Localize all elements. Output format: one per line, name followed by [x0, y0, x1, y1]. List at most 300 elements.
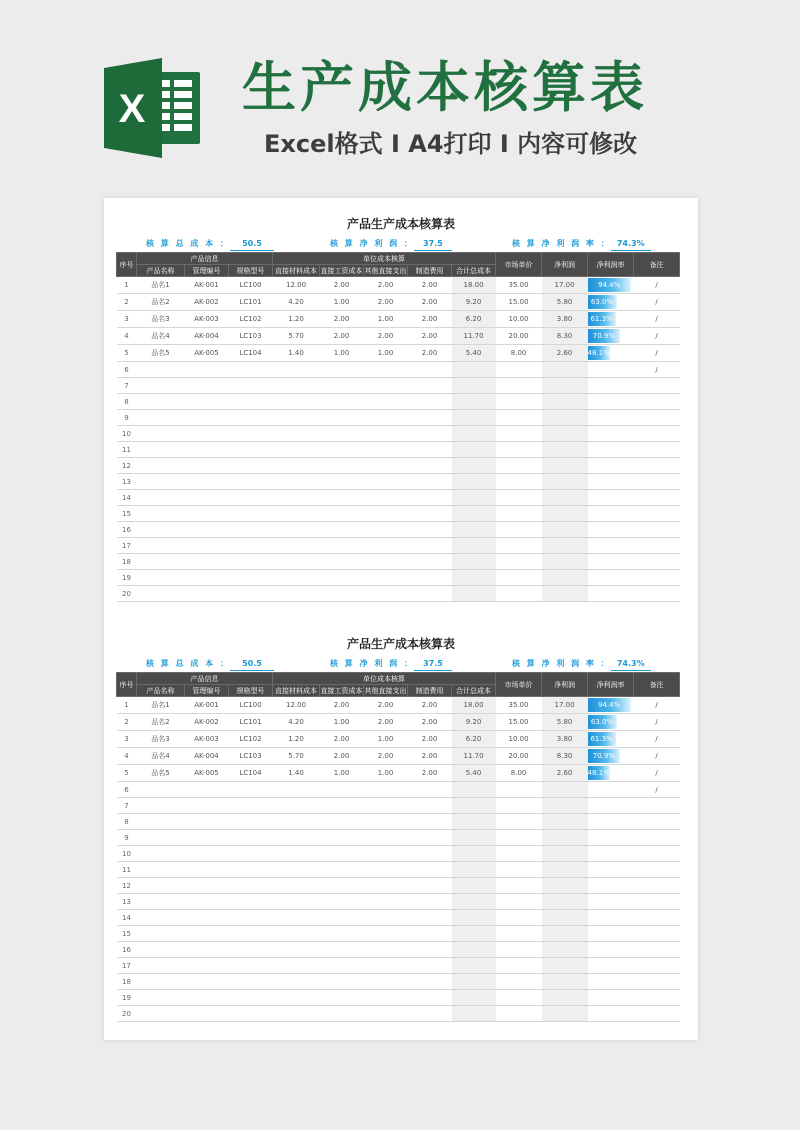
cell-profit[interactable]: 5.80	[542, 714, 588, 731]
cell-remark[interactable]	[634, 1006, 680, 1022]
cell-total[interactable]: 18.00	[452, 277, 496, 294]
cell-code[interactable]: AK-005	[185, 765, 229, 782]
cell-manufacture[interactable]	[408, 942, 452, 958]
cell-seq[interactable]: 17	[117, 538, 137, 554]
cell-margin[interactable]	[588, 426, 634, 442]
cell-total[interactable]	[452, 490, 496, 506]
cell-price[interactable]	[496, 862, 542, 878]
cell-manufacture[interactable]: 2.00	[408, 765, 452, 782]
cell-profit[interactable]	[542, 570, 588, 586]
cell-code[interactable]	[185, 974, 229, 990]
cell-other[interactable]	[364, 490, 408, 506]
cell-wage[interactable]	[320, 846, 364, 862]
cell-spec[interactable]: LC102	[229, 311, 273, 328]
cell-wage[interactable]	[320, 554, 364, 570]
cell-wage[interactable]: 1.00	[320, 345, 364, 362]
cell-other[interactable]	[364, 506, 408, 522]
cell-manufacture[interactable]: 2.00	[408, 345, 452, 362]
cell-name[interactable]	[137, 830, 185, 846]
cell-name[interactable]	[137, 378, 185, 394]
cell-remark[interactable]	[634, 814, 680, 830]
cell-code[interactable]: AK-004	[185, 328, 229, 345]
cell-code[interactable]	[185, 1006, 229, 1022]
cell-price[interactable]	[496, 1006, 542, 1022]
cell-wage[interactable]	[320, 782, 364, 798]
cell-total[interactable]	[452, 894, 496, 910]
cell-wage[interactable]: 2.00	[320, 697, 364, 714]
cell-name[interactable]	[137, 394, 185, 410]
cell-material[interactable]: 5.70	[273, 748, 320, 765]
cell-price[interactable]: 35.00	[496, 277, 542, 294]
cell-profit[interactable]	[542, 894, 588, 910]
cell-other[interactable]	[364, 458, 408, 474]
cell-total[interactable]	[452, 458, 496, 474]
cell-remark[interactable]	[634, 410, 680, 426]
cell-price[interactable]: 8.00	[496, 345, 542, 362]
cell-manufacture[interactable]	[408, 910, 452, 926]
cell-other[interactable]	[364, 798, 408, 814]
cell-code[interactable]	[185, 830, 229, 846]
cell-margin[interactable]	[588, 394, 634, 410]
cell-name[interactable]	[137, 538, 185, 554]
cell-material[interactable]	[273, 782, 320, 798]
cell-total[interactable]	[452, 814, 496, 830]
cell-name[interactable]	[137, 814, 185, 830]
cell-name[interactable]	[137, 878, 185, 894]
cell-other[interactable]	[364, 586, 408, 602]
cell-name[interactable]	[137, 1006, 185, 1022]
cell-seq[interactable]: 9	[117, 410, 137, 426]
cell-total[interactable]	[452, 974, 496, 990]
cell-material[interactable]: 1.20	[273, 731, 320, 748]
cell-material[interactable]: 4.20	[273, 714, 320, 731]
cell-code[interactable]	[185, 814, 229, 830]
cell-code[interactable]	[185, 926, 229, 942]
cell-price[interactable]	[496, 846, 542, 862]
cell-wage[interactable]	[320, 490, 364, 506]
cell-spec[interactable]	[229, 846, 273, 862]
cell-wage[interactable]	[320, 830, 364, 846]
cell-manufacture[interactable]	[408, 990, 452, 1006]
cell-price[interactable]	[496, 814, 542, 830]
cell-margin[interactable]	[588, 878, 634, 894]
cell-name[interactable]	[137, 410, 185, 426]
cell-seq[interactable]: 7	[117, 798, 137, 814]
cell-remark[interactable]: /	[634, 311, 680, 328]
cell-profit[interactable]: 3.80	[542, 311, 588, 328]
cell-seq[interactable]: 17	[117, 958, 137, 974]
cell-other[interactable]	[364, 830, 408, 846]
cell-code[interactable]	[185, 586, 229, 602]
cell-spec[interactable]	[229, 798, 273, 814]
cell-manufacture[interactable]: 2.00	[408, 328, 452, 345]
cell-manufacture[interactable]	[408, 878, 452, 894]
cell-manufacture[interactable]: 2.00	[408, 714, 452, 731]
cell-remark[interactable]	[634, 474, 680, 490]
cell-seq[interactable]: 3	[117, 731, 137, 748]
cell-wage[interactable]	[320, 474, 364, 490]
cell-seq[interactable]: 10	[117, 426, 137, 442]
cell-material[interactable]: 4.20	[273, 294, 320, 311]
cell-material[interactable]	[273, 394, 320, 410]
cell-other[interactable]	[364, 378, 408, 394]
cell-remark[interactable]: /	[634, 345, 680, 362]
cell-remark[interactable]: /	[634, 782, 680, 798]
cell-name[interactable]	[137, 442, 185, 458]
cell-total[interactable]	[452, 394, 496, 410]
cell-name[interactable]	[137, 586, 185, 602]
cell-total[interactable]	[452, 830, 496, 846]
cell-name[interactable]: 品名2	[137, 294, 185, 311]
cell-name[interactable]	[137, 490, 185, 506]
cell-profit[interactable]	[542, 378, 588, 394]
cell-other[interactable]: 1.00	[364, 345, 408, 362]
cell-manufacture[interactable]	[408, 974, 452, 990]
cell-margin[interactable]	[588, 522, 634, 538]
cell-seq[interactable]: 15	[117, 506, 137, 522]
cell-spec[interactable]	[229, 926, 273, 942]
cell-profit[interactable]	[542, 586, 588, 602]
cell-seq[interactable]: 8	[117, 814, 137, 830]
cell-spec[interactable]: LC100	[229, 697, 273, 714]
cell-other[interactable]	[364, 538, 408, 554]
cell-total[interactable]	[452, 474, 496, 490]
cell-other[interactable]: 1.00	[364, 765, 408, 782]
cell-price[interactable]: 35.00	[496, 697, 542, 714]
cell-code[interactable]: AK-001	[185, 277, 229, 294]
cell-spec[interactable]	[229, 522, 273, 538]
cell-other[interactable]: 2.00	[364, 277, 408, 294]
cell-wage[interactable]	[320, 378, 364, 394]
cell-code[interactable]	[185, 394, 229, 410]
cell-price[interactable]: 8.00	[496, 765, 542, 782]
cell-material[interactable]	[273, 958, 320, 974]
cell-spec[interactable]	[229, 894, 273, 910]
cell-total[interactable]	[452, 362, 496, 378]
cell-profit[interactable]	[542, 506, 588, 522]
cell-margin[interactable]	[588, 328, 634, 345]
cell-price[interactable]	[496, 926, 542, 942]
cell-other[interactable]: 2.00	[364, 328, 408, 345]
cell-remark[interactable]: /	[634, 294, 680, 311]
cell-name[interactable]	[137, 846, 185, 862]
cell-wage[interactable]	[320, 538, 364, 554]
cell-price[interactable]	[496, 942, 542, 958]
cell-margin[interactable]	[588, 362, 634, 378]
cell-profit[interactable]	[542, 394, 588, 410]
cell-seq[interactable]: 4	[117, 748, 137, 765]
cell-code[interactable]	[185, 990, 229, 1006]
cell-manufacture[interactable]: 2.00	[408, 311, 452, 328]
cell-wage[interactable]	[320, 586, 364, 602]
cell-remark[interactable]	[634, 894, 680, 910]
cell-manufacture[interactable]	[408, 894, 452, 910]
cell-code[interactable]	[185, 958, 229, 974]
cell-margin[interactable]	[588, 277, 634, 294]
cell-margin[interactable]	[588, 748, 634, 765]
cell-manufacture[interactable]	[408, 846, 452, 862]
cell-total[interactable]	[452, 538, 496, 554]
cell-seq[interactable]: 6	[117, 362, 137, 378]
cell-profit[interactable]	[542, 522, 588, 538]
cell-name[interactable]: 品名2	[137, 714, 185, 731]
cell-price[interactable]	[496, 378, 542, 394]
cell-name[interactable]	[137, 894, 185, 910]
cell-remark[interactable]: /	[634, 748, 680, 765]
cell-seq[interactable]: 13	[117, 474, 137, 490]
cell-price[interactable]	[496, 894, 542, 910]
cell-total[interactable]: 6.20	[452, 731, 496, 748]
cell-seq[interactable]: 11	[117, 862, 137, 878]
cell-seq[interactable]: 1	[117, 277, 137, 294]
cell-profit[interactable]	[542, 782, 588, 798]
cell-profit[interactable]	[542, 410, 588, 426]
cell-spec[interactable]	[229, 410, 273, 426]
cell-spec[interactable]	[229, 490, 273, 506]
cell-profit[interactable]	[542, 942, 588, 958]
cell-total[interactable]	[452, 378, 496, 394]
cell-name[interactable]	[137, 458, 185, 474]
cell-price[interactable]	[496, 410, 542, 426]
cell-manufacture[interactable]	[408, 426, 452, 442]
cell-price[interactable]	[496, 830, 542, 846]
cell-total[interactable]	[452, 990, 496, 1006]
cell-profit[interactable]: 8.30	[542, 748, 588, 765]
cell-profit[interactable]	[542, 1006, 588, 1022]
cell-wage[interactable]	[320, 442, 364, 458]
cell-name[interactable]: 品名5	[137, 345, 185, 362]
cell-material[interactable]	[273, 878, 320, 894]
cell-manufacture[interactable]	[408, 506, 452, 522]
cell-material[interactable]	[273, 846, 320, 862]
cell-remark[interactable]: /	[634, 731, 680, 748]
cell-material[interactable]: 1.40	[273, 765, 320, 782]
cell-material[interactable]: 1.40	[273, 345, 320, 362]
cell-seq[interactable]: 18	[117, 554, 137, 570]
cell-profit[interactable]: 2.60	[542, 765, 588, 782]
cell-other[interactable]	[364, 570, 408, 586]
cell-material[interactable]	[273, 410, 320, 426]
cell-code[interactable]	[185, 570, 229, 586]
cell-other[interactable]	[364, 394, 408, 410]
cell-spec[interactable]	[229, 1006, 273, 1022]
cell-margin[interactable]	[588, 586, 634, 602]
cell-seq[interactable]: 14	[117, 910, 137, 926]
cell-profit[interactable]	[542, 538, 588, 554]
cell-material[interactable]: 12.00	[273, 277, 320, 294]
cell-price[interactable]	[496, 586, 542, 602]
cell-name[interactable]	[137, 506, 185, 522]
cell-seq[interactable]: 2	[117, 714, 137, 731]
cell-total[interactable]: 11.70	[452, 748, 496, 765]
cell-margin[interactable]	[588, 474, 634, 490]
cell-margin[interactable]	[588, 458, 634, 474]
cell-seq[interactable]: 16	[117, 942, 137, 958]
cell-profit[interactable]	[542, 426, 588, 442]
cell-seq[interactable]: 9	[117, 830, 137, 846]
cell-profit[interactable]	[542, 926, 588, 942]
cell-total[interactable]: 9.20	[452, 714, 496, 731]
cell-seq[interactable]: 16	[117, 522, 137, 538]
cell-margin[interactable]	[588, 731, 634, 748]
cell-other[interactable]: 1.00	[364, 731, 408, 748]
cell-price[interactable]: 10.00	[496, 311, 542, 328]
cell-manufacture[interactable]	[408, 538, 452, 554]
cell-price[interactable]: 10.00	[496, 731, 542, 748]
cell-total[interactable]	[452, 570, 496, 586]
cell-margin[interactable]	[588, 697, 634, 714]
cell-other[interactable]	[364, 878, 408, 894]
cell-margin[interactable]	[588, 311, 634, 328]
cell-material[interactable]	[273, 830, 320, 846]
cell-other[interactable]	[364, 814, 408, 830]
cell-code[interactable]: AK-003	[185, 731, 229, 748]
cell-code[interactable]	[185, 782, 229, 798]
cell-other[interactable]	[364, 846, 408, 862]
cell-spec[interactable]	[229, 426, 273, 442]
cell-spec[interactable]	[229, 538, 273, 554]
cell-total[interactable]	[452, 782, 496, 798]
cell-material[interactable]: 5.70	[273, 328, 320, 345]
cell-remark[interactable]: /	[634, 697, 680, 714]
cell-price[interactable]	[496, 506, 542, 522]
cell-spec[interactable]	[229, 554, 273, 570]
cell-spec[interactable]	[229, 958, 273, 974]
cell-seq[interactable]: 11	[117, 442, 137, 458]
cell-code[interactable]	[185, 426, 229, 442]
cell-price[interactable]	[496, 522, 542, 538]
cell-profit[interactable]	[542, 862, 588, 878]
cell-margin[interactable]	[588, 926, 634, 942]
cell-remark[interactable]	[634, 586, 680, 602]
cell-margin[interactable]	[588, 378, 634, 394]
cell-other[interactable]: 2.00	[364, 294, 408, 311]
cell-wage[interactable]	[320, 942, 364, 958]
cell-price[interactable]	[496, 442, 542, 458]
cell-manufacture[interactable]	[408, 798, 452, 814]
cell-price[interactable]: 20.00	[496, 328, 542, 345]
cell-margin[interactable]	[588, 862, 634, 878]
cell-other[interactable]: 1.00	[364, 311, 408, 328]
cell-spec[interactable]	[229, 910, 273, 926]
cell-spec[interactable]	[229, 570, 273, 586]
cell-code[interactable]	[185, 490, 229, 506]
cell-margin[interactable]	[588, 506, 634, 522]
cell-code[interactable]: AK-001	[185, 697, 229, 714]
cell-margin[interactable]	[588, 894, 634, 910]
cell-total[interactable]: 6.20	[452, 311, 496, 328]
cell-material[interactable]	[273, 814, 320, 830]
cell-material[interactable]	[273, 538, 320, 554]
cell-profit[interactable]	[542, 362, 588, 378]
cell-other[interactable]	[364, 410, 408, 426]
cell-material[interactable]	[273, 926, 320, 942]
cell-other[interactable]	[364, 862, 408, 878]
cell-remark[interactable]	[634, 862, 680, 878]
cell-remark[interactable]	[634, 426, 680, 442]
cell-material[interactable]	[273, 974, 320, 990]
cell-remark[interactable]	[634, 974, 680, 990]
cell-wage[interactable]	[320, 1006, 364, 1022]
cell-profit[interactable]	[542, 878, 588, 894]
cell-profit[interactable]: 8.30	[542, 328, 588, 345]
cell-remark[interactable]	[634, 506, 680, 522]
cell-price[interactable]	[496, 958, 542, 974]
cell-spec[interactable]	[229, 506, 273, 522]
cell-wage[interactable]	[320, 862, 364, 878]
cell-price[interactable]	[496, 554, 542, 570]
cell-name[interactable]	[137, 958, 185, 974]
cell-material[interactable]	[273, 362, 320, 378]
cell-total[interactable]	[452, 506, 496, 522]
cell-code[interactable]	[185, 442, 229, 458]
cell-material[interactable]	[273, 586, 320, 602]
cell-margin[interactable]	[588, 442, 634, 458]
cell-wage[interactable]	[320, 458, 364, 474]
cell-total[interactable]	[452, 554, 496, 570]
cell-margin[interactable]	[588, 990, 634, 1006]
cell-profit[interactable]	[542, 474, 588, 490]
cell-code[interactable]: AK-002	[185, 714, 229, 731]
cell-remark[interactable]	[634, 378, 680, 394]
cell-spec[interactable]	[229, 990, 273, 1006]
cell-total[interactable]	[452, 1006, 496, 1022]
cell-margin[interactable]	[588, 345, 634, 362]
cell-remark[interactable]	[634, 538, 680, 554]
cell-other[interactable]	[364, 474, 408, 490]
cell-material[interactable]	[273, 426, 320, 442]
cell-seq[interactable]: 8	[117, 394, 137, 410]
cell-profit[interactable]	[542, 974, 588, 990]
cell-code[interactable]	[185, 846, 229, 862]
cell-total[interactable]	[452, 410, 496, 426]
cell-wage[interactable]	[320, 814, 364, 830]
cell-name[interactable]	[137, 862, 185, 878]
cell-manufacture[interactable]	[408, 490, 452, 506]
cell-margin[interactable]	[588, 942, 634, 958]
cell-material[interactable]	[273, 1006, 320, 1022]
cell-manufacture[interactable]	[408, 458, 452, 474]
cell-profit[interactable]	[542, 958, 588, 974]
cell-remark[interactable]	[634, 830, 680, 846]
cell-remark[interactable]	[634, 490, 680, 506]
cell-profit[interactable]	[542, 846, 588, 862]
cell-total[interactable]	[452, 878, 496, 894]
cell-profit[interactable]	[542, 442, 588, 458]
cell-price[interactable]	[496, 570, 542, 586]
cell-profit[interactable]	[542, 490, 588, 506]
cell-name[interactable]	[137, 554, 185, 570]
cell-margin[interactable]	[588, 765, 634, 782]
cell-price[interactable]: 15.00	[496, 294, 542, 311]
cell-code[interactable]	[185, 538, 229, 554]
cell-spec[interactable]: LC104	[229, 345, 273, 362]
cell-total[interactable]	[452, 586, 496, 602]
cell-margin[interactable]	[588, 846, 634, 862]
cell-other[interactable]: 2.00	[364, 714, 408, 731]
cell-wage[interactable]	[320, 410, 364, 426]
cell-spec[interactable]: LC104	[229, 765, 273, 782]
cell-manufacture[interactable]	[408, 814, 452, 830]
cell-price[interactable]	[496, 798, 542, 814]
cell-price[interactable]	[496, 474, 542, 490]
cell-manufacture[interactable]	[408, 554, 452, 570]
cell-name[interactable]: 品名5	[137, 765, 185, 782]
cell-remark[interactable]: /	[634, 765, 680, 782]
cell-profit[interactable]	[542, 458, 588, 474]
cell-remark[interactable]	[634, 554, 680, 570]
cell-manufacture[interactable]: 2.00	[408, 697, 452, 714]
